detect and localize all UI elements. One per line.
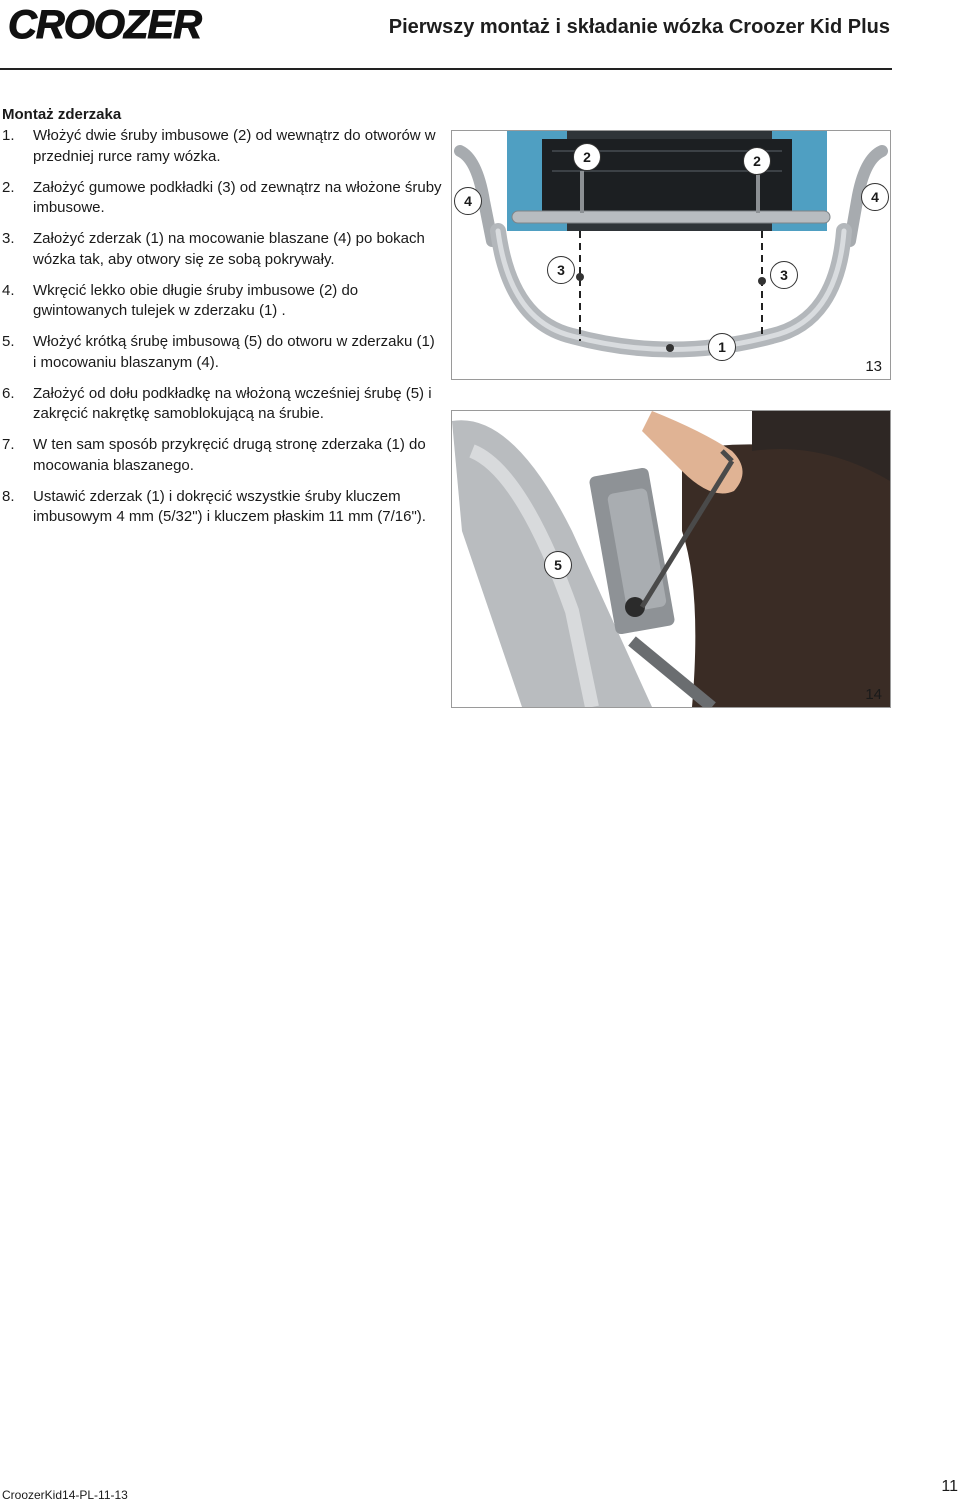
callout-2-left: 2	[573, 143, 601, 171]
step-item	[2, 487, 442, 528]
callout-3-right: 3	[770, 261, 798, 289]
step-item	[2, 332, 442, 373]
callout-4-right: 4	[861, 183, 889, 211]
screw-illustration	[452, 411, 890, 707]
step-number: 2.	[2, 178, 15, 196]
step-text: Założyć gumowe podkładki (3) od zewnątrz na włożone śruby imbusowe.	[33, 178, 442, 216]
step-item	[2, 178, 442, 219]
step-number: 4.	[2, 281, 15, 299]
step-text: Wkręcić lekko obie długie śruby imbusowe (2) do gwintowanych tulejek w zderzaku (1) .	[33, 281, 359, 319]
step-text: Ustawić zderzak (1) i dokręcić wszystkie śruby kluczem imbusowym 4 mm (5/32") i kluczem płaskim 11 mm (7/16").	[33, 487, 426, 525]
page-header-title: Pierwszy montaż i składanie wózka Croozer Kid Plus	[388, 16, 890, 38]
footer-document-id: CroozerKid14-PL-11-13	[2, 1488, 128, 1502]
section-title: Montaż zderzaka	[2, 106, 122, 123]
step-number: 5.	[2, 333, 15, 350]
step-number: 6.	[2, 384, 15, 402]
step-text: Założyć zderzak (1) na mocowanie blaszane (4) po bokach wózka tak, aby otwory się ze sobą pokrywały.	[33, 230, 425, 268]
callout-5: 5	[544, 551, 572, 579]
step-text: W ten sam sposób przykręcić drugą stronę zderzaka (1) do mocowania blaszanego.	[33, 436, 426, 474]
step-number: 8.	[2, 487, 15, 505]
figure-13-bumper-assembly	[451, 130, 891, 380]
step-text: Włożyć krótką śrubę imbusową (5) do otworu w zderzaku (1) i mocowaniu blaszanym (4).	[33, 333, 435, 371]
bumper-illustration	[452, 131, 890, 379]
callout-2-right: 2	[743, 147, 771, 175]
step-item	[2, 229, 442, 270]
step-item	[2, 126, 442, 167]
svg-text:CROOZER: CROOZER	[8, 3, 201, 47]
instruction-steps	[2, 126, 442, 538]
step-number: 3.	[2, 230, 15, 247]
header-divider	[0, 68, 892, 70]
page-number: 11	[941, 1478, 958, 1495]
step-text: Włożyć dwie śruby imbusowe (2) od wewnątrz do otworów w przedniej rurce ramy wózka.	[33, 127, 436, 165]
callout-4-left: 4	[454, 187, 482, 215]
callout-3-left: 3	[547, 256, 575, 284]
step-item	[2, 435, 442, 476]
figure-14-screw-tightening	[451, 410, 891, 708]
figure-number: 13	[865, 358, 882, 375]
step-text: Założyć od dołu podkładkę na włożoną wcześniej śrubę (5) i zakręcić nakrętkę samoblokującą na śrubie.	[33, 384, 432, 422]
step-item	[2, 384, 442, 425]
step-number: 7.	[2, 436, 15, 453]
step-item	[2, 281, 442, 322]
figure-number: 14	[865, 686, 882, 703]
step-number: 1.	[2, 127, 15, 144]
callout-1: 1	[708, 333, 736, 361]
croozer-logo	[4, 2, 260, 48]
